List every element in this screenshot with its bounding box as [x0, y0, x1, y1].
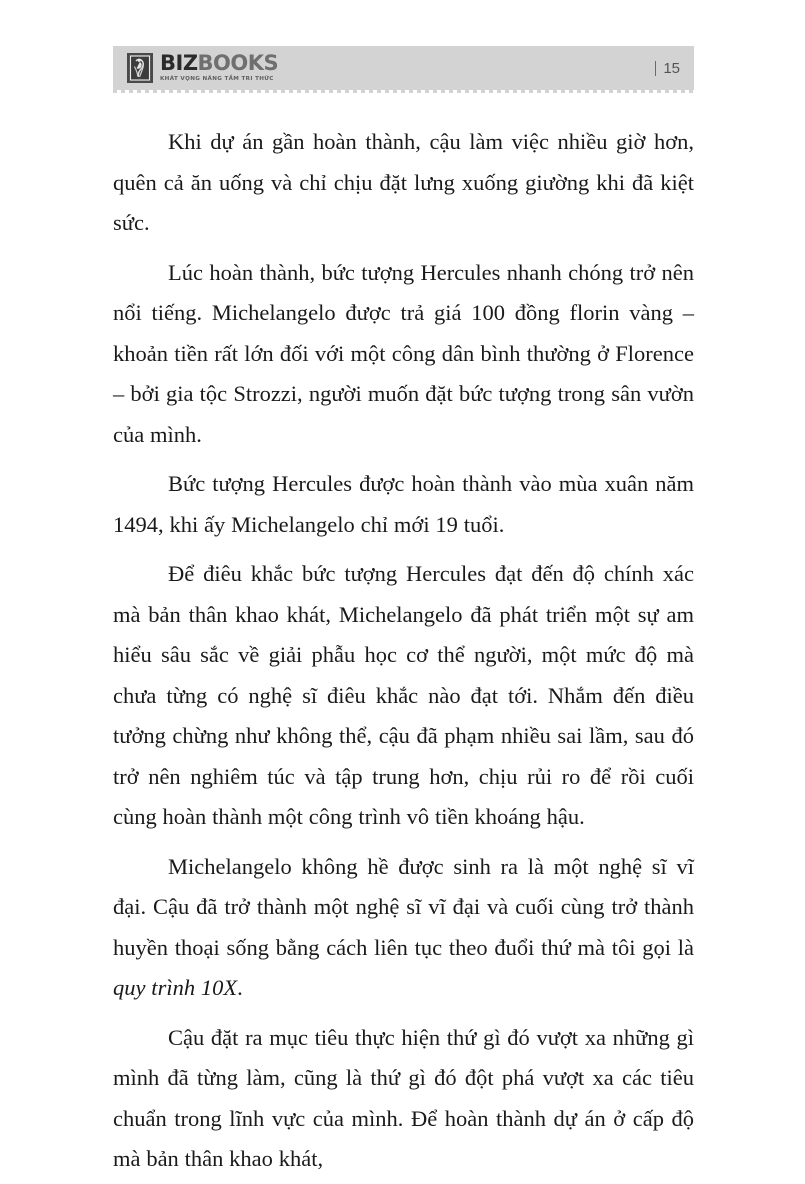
paragraph-with-emphasis	[113, 847, 694, 1009]
page-number: 15	[663, 59, 680, 77]
page-body	[113, 122, 694, 1180]
folio-divider-icon	[655, 61, 656, 76]
wordmark-biz: BIZ	[160, 51, 198, 76]
book-emblem-icon	[127, 53, 153, 83]
paragraph: Để điêu khắc bức tượng Hercules đạt đến độ chính xác mà bản thân khao khát, Michelangelo đã phát triển một sự am hiểu sâu sắc về giải phẫu học cơ thể người, một mức độ mà chưa từng có nghệ sĩ điêu khắc nào đạt tới. Nhắm đến điều tưởng chừng như không thể, cậu đã phạm nhiều sai lầm, sau đó trở nên nghiêm túc và tập trung hơn, chịu rủi ro để rồi cuối cùng hoàn thành một công trình vô tiền khoáng hậu.	[113, 561, 694, 829]
publisher-tagline: KHÁT VỌNG NÂNG TẦM TRI THỨC	[160, 76, 274, 83]
paragraph: Cậu đặt ra mục tiêu thực hiện thứ gì đó vượt xa những gì mình đã từng làm, cũng là thứ gì đó đột phá vượt xa các tiêu chuẩn trong lĩnh vực của mình. Để hoàn thành dự án ở cấp độ mà bản thân khao khát,	[113, 1024, 694, 1171]
paragraph-text-lead: Michelangelo không hề được sinh ra là một nghệ sĩ vĩ đại. Cậu đã trở thành một nghệ sĩ vĩ đại và cuối cùng trở thành huyền thoại sống bằng cách liên tục theo đuổi thứ mà tôi gọi là	[113, 853, 694, 960]
page-folio	[655, 60, 680, 77]
paragraph: Bức tượng Hercules được hoàn thành vào mùa xuân năm 1494, khi ấy Michelangelo chỉ mới 19 tuổi.	[113, 471, 694, 537]
paragraph: Khi dự án gần hoàn thành, cậu làm việc nhiều giờ hơn, quên cả ăn uống và chỉ chịu đặt lưng xuống giường khi đã kiệt sức.	[113, 129, 694, 235]
publisher-logo	[127, 53, 278, 83]
paragraph-text-tail: .	[237, 975, 243, 1000]
paragraph: Lúc hoàn thành, bức tượng Hercules nhanh chóng trở nên nổi tiếng. Michelangelo được trả giá 100 đồng florin vàng – khoản tiền rất lớn đối với một công dân bình thường ở Florence – bởi gia tộc Strozzi, người muốn đặt bức tượng trong sân vườn của mình.	[113, 259, 694, 447]
emphasis-term: quy trình 10X	[113, 975, 238, 1000]
running-header	[113, 46, 694, 90]
publisher-name-block	[160, 53, 278, 83]
publisher-wordmark	[160, 53, 278, 74]
wordmark-books: BOOKS	[197, 51, 279, 76]
